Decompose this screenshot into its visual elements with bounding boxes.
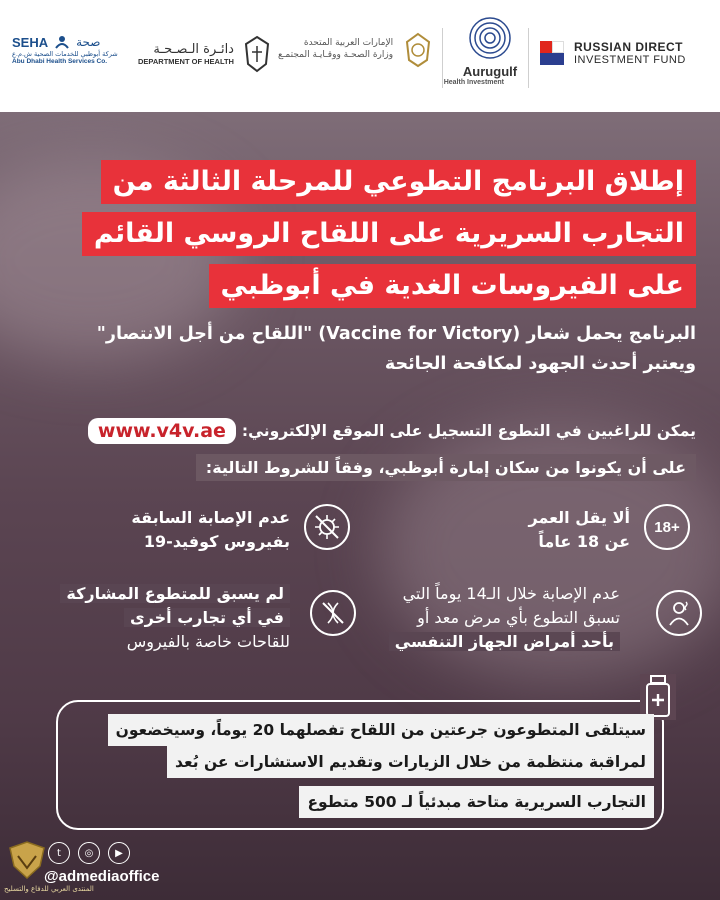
moh-line1: الإمارات العربية المتحدة — [303, 38, 394, 49]
criterion-age-line2: عن 18 عاماً — [538, 532, 630, 551]
rdif-logo — [540, 40, 686, 66]
criterion-no-trials-line2: في أي تجارب أخرى — [124, 608, 290, 627]
headline-line-2: التجارب السريرية على اللقاح الروسي القائم — [82, 212, 696, 256]
sick-person-icon — [656, 590, 702, 636]
seha-en: SEHA — [12, 34, 49, 50]
instagram-icon[interactable]: ◎ — [78, 842, 100, 864]
criterion-no-infection-line1: عدم الإصابة خلال الـ14 يوماً التي — [402, 584, 620, 603]
info-line-1: سيتلقى المتطوعون جرعتين من اللقاح تفصلهما 20 يوماً، وسيخضعون — [108, 714, 654, 746]
criterion-no-infection-line3: بأحد أمراض الجهاز التنفسي — [389, 632, 620, 651]
watermark-logo — [6, 838, 48, 884]
criterion-age-line1: ألا يقل العمر — [528, 508, 630, 527]
headline-line-3: على الفيروسات الغدية في أبوظبي — [209, 264, 696, 308]
criterion-no-infection — [389, 582, 620, 654]
criterion-no-covid-line1: عدم الإصابة السابقة — [131, 508, 290, 527]
subtitle-line-2: ويعتبر أحدث الجهود لمكافحة الجائحة — [384, 354, 696, 374]
criterion-no-trials-line1: لم يسبق للمتطوع المشاركة — [60, 584, 290, 603]
dna-crossed-icon — [310, 590, 356, 636]
criterion-no-infection-line2: تسبق التطوع بأي مرض معد أو — [417, 608, 620, 627]
moh-logo — [278, 30, 435, 70]
registration-url-link[interactable]: www.v4v.ae — [88, 418, 236, 444]
doh-logo — [138, 34, 272, 74]
twitter-icon[interactable]: t — [48, 842, 70, 864]
info-line-2: لمراقبة منتظمة من خلال الزيارات وتقديم الاستشارات عن بُعد — [167, 746, 654, 778]
rdif-line1: RUSSIAN DIRECT — [574, 40, 684, 54]
aurugulf-logo — [443, 16, 528, 86]
logo-divider — [528, 28, 529, 88]
logo-bar — [0, 0, 720, 112]
social-handle[interactable]: @admediaoffice — [44, 868, 160, 885]
doh-en: DEPARTMENT OF HEALTH — [138, 57, 234, 66]
registration-line — [88, 418, 696, 444]
aurugulf-swirl-icon — [468, 16, 512, 60]
age-icon-text: 18+ — [654, 518, 680, 536]
uae-emblem-icon — [401, 30, 435, 70]
criterion-age — [528, 506, 630, 554]
aurugulf-name: Aurugulf — [462, 64, 518, 79]
rdif-mark-icon — [540, 41, 564, 65]
seha-sub-ar: شركة أبوظبي للخدمات الصحية ش.م.ع — [12, 50, 118, 58]
rdif-line2: INVESTMENT FUND — [574, 54, 686, 66]
info-line-3: التجارب السريرية متاحة مبدئياً لـ 500 متطوع — [299, 786, 654, 818]
social-icons — [48, 842, 130, 864]
seha-mark-icon — [54, 34, 70, 50]
youtube-icon[interactable]: ▶ — [108, 842, 130, 864]
aurugulf-sub: Health Investment — [443, 79, 504, 86]
age-icon — [644, 504, 690, 550]
headline-line-1: إطلاق البرنامج التطوعي للمرحلة الثالثة من — [101, 160, 696, 204]
logo-divider — [442, 28, 443, 88]
virus-crossed-icon — [304, 504, 350, 550]
conditions-intro: على أن يكونوا من سكان إمارة أبوظبي، وفقاً للشروط التالية: — [196, 454, 696, 481]
criterion-no-covid — [131, 506, 290, 554]
doh-ar: دائـرة الـصـحـة — [153, 42, 234, 57]
moh-line2: وزارة الصحـة ووقـايـة المجتمـع — [278, 50, 394, 60]
criterion-no-trials — [60, 582, 290, 654]
subtitle-line-1: البرنامج يحمل شعار (Vaccine for Victory) "اللقاح من أجل الانتصار" — [96, 324, 696, 344]
registration-text: يمكن للراغبين في التطوع التسجيل على الموقع الإلكتروني: — [241, 422, 696, 440]
seha-sub-en: Abu Dhabi Health Services Co. — [12, 58, 107, 65]
criterion-no-trials-line3: للقاحات خاصة بالفيروس — [126, 632, 290, 651]
watermark-text: المنتدى العربي للدفاع والتسليح — [4, 885, 94, 893]
criterion-no-covid-line2: بفيروس كوفيد-19 — [143, 532, 290, 551]
seha-logo — [12, 34, 118, 65]
abu-dhabi-emblem-icon — [242, 34, 272, 74]
seha-ar: صحة — [76, 35, 101, 49]
